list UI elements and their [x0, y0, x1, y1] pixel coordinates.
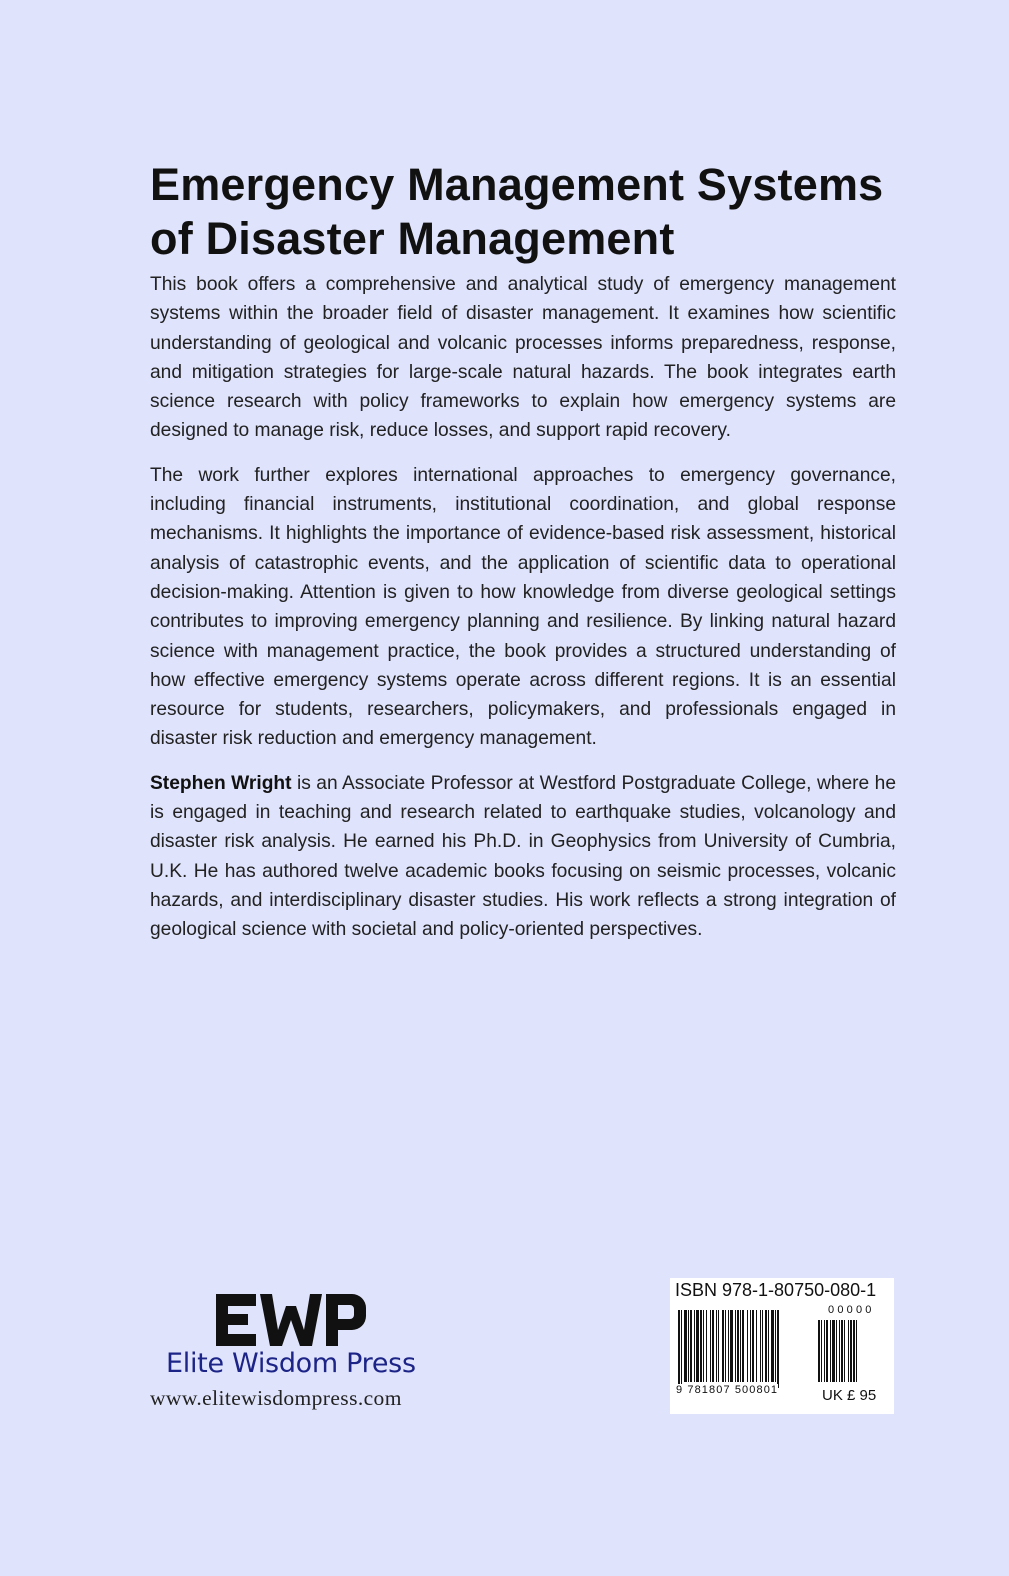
barcode-image [678, 1310, 888, 1392]
barcode-bar [737, 1310, 739, 1382]
barcode-bar [752, 1310, 754, 1382]
barcode-bar [678, 1310, 680, 1388]
barcode-bar [703, 1310, 704, 1382]
barcode-bar [777, 1310, 779, 1388]
book-title-line-2: of Disaster Management [150, 213, 675, 264]
barcode-bar [730, 1310, 733, 1382]
description-paragraph-1: This book offers a comprehensive and analytical study of emergency management systems within the broader field of disaster management. It examines how scientific understanding of geological and volcanic processes informs preparedness, response, and mitigation strategies for large-scale natural hazards. The book integrates earth science research with policy frameworks to explain how emergency systems are designed to manage risk, reduce losses, and support rapid recovery. [150, 274, 896, 442]
barcode-bar [747, 1310, 748, 1382]
barcode-bar [684, 1310, 687, 1382]
barcode-bar [765, 1310, 767, 1382]
author-bio-paragraph [150, 769, 896, 945]
barcode-addon-bar [850, 1320, 852, 1382]
barcode-bar [725, 1310, 726, 1382]
isbn-number: ISBN 978-1-80750-080-1 [675, 1280, 877, 1300]
barcode-addon-bar [853, 1320, 855, 1382]
barcode-addon-bar [856, 1320, 857, 1382]
barcode-bar [768, 1310, 769, 1382]
book-title-line-1: Emergency Management Systems [150, 159, 884, 210]
barcode-bar [681, 1310, 682, 1388]
barcode-bar [706, 1310, 707, 1382]
barcode-bar [762, 1310, 763, 1382]
barcode-bar [688, 1310, 689, 1382]
barcode-addon-bar [841, 1320, 843, 1382]
barcode-bar [722, 1310, 724, 1382]
barcode-addon-bar [830, 1320, 831, 1382]
author-name: Stephen Wright [150, 772, 292, 794]
barcode-addon-bar [826, 1320, 828, 1382]
book-title [150, 158, 896, 266]
isbn-barcode-block [670, 1278, 894, 1414]
barcode-bar [756, 1310, 757, 1382]
barcode-addon-bar [848, 1320, 849, 1382]
barcode-bar [771, 1310, 774, 1382]
barcode-bar [760, 1310, 761, 1382]
barcode-addon-bar [836, 1320, 837, 1382]
barcode-bar [716, 1310, 717, 1382]
barcode-bar [750, 1310, 751, 1382]
back-cover-content [150, 158, 896, 960]
barcode-addon-bar [839, 1320, 840, 1382]
barcode-addon-digits: 00000 [828, 1304, 875, 1316]
barcode-addon-bar [832, 1320, 835, 1382]
barcode-bar [710, 1310, 711, 1382]
price-label: UK £ 95 [822, 1387, 877, 1404]
barcode-bar [696, 1310, 699, 1382]
barcode-addon-bar [818, 1320, 820, 1382]
barcode-bar [712, 1310, 714, 1382]
publisher-url: www.elitewisdompress.com [150, 1386, 402, 1410]
barcode-bar [690, 1310, 692, 1382]
barcode-bar [728, 1310, 729, 1382]
barcode-addon-bar [844, 1320, 845, 1382]
barcode-bar [735, 1310, 736, 1382]
description-paragraph-2: The work further explores international approaches to emergency governance, including financial instruments, institutional coordination, and global response mechanisms. It highlights the importance of evidence-based risk assessment, historical analysis of catastrophic events, and the application of scientific data to operational decision-making. Attention is given to how knowledge from diverse geological settings contributes to improving emergency planning and resilience. By linking natural hazard science with management practice, the book provides a structured understanding of how effective emergency systems operate across different regions. It is an essential resource for students, researchers, policymakers, and professionals engaged in disaster risk reduction and emergency management. [150, 464, 896, 750]
barcode-bar [718, 1310, 719, 1382]
barcode-bar [694, 1310, 695, 1382]
barcode-bar [742, 1310, 744, 1382]
barcode-bar [775, 1310, 776, 1382]
barcode-addon-bar [821, 1320, 822, 1382]
barcode-bar [740, 1310, 741, 1382]
publisher-logo [216, 1294, 366, 1346]
barcode-addon-bar [824, 1320, 825, 1382]
author-bio-text: is an Associate Professor at Westford Postgraduate College, where he is engaged in teaching and research related to earthquake studies, volcanology and disaster risk analysis. He earned his Ph.D. in Geophysics from University of Cumbria, U.K. He has authored twelve academic books focusing on seismic processes, volcanic hazards, and interdisciplinary disaster studies. His work reflects a strong integration of geological science with societal and policy-oriented perspectives. [150, 772, 896, 941]
publisher-name: Elite Wisdom Press [166, 1348, 416, 1379]
barcode-digits: 9 781807 500801 [676, 1384, 779, 1396]
barcode-bar [700, 1310, 702, 1382]
